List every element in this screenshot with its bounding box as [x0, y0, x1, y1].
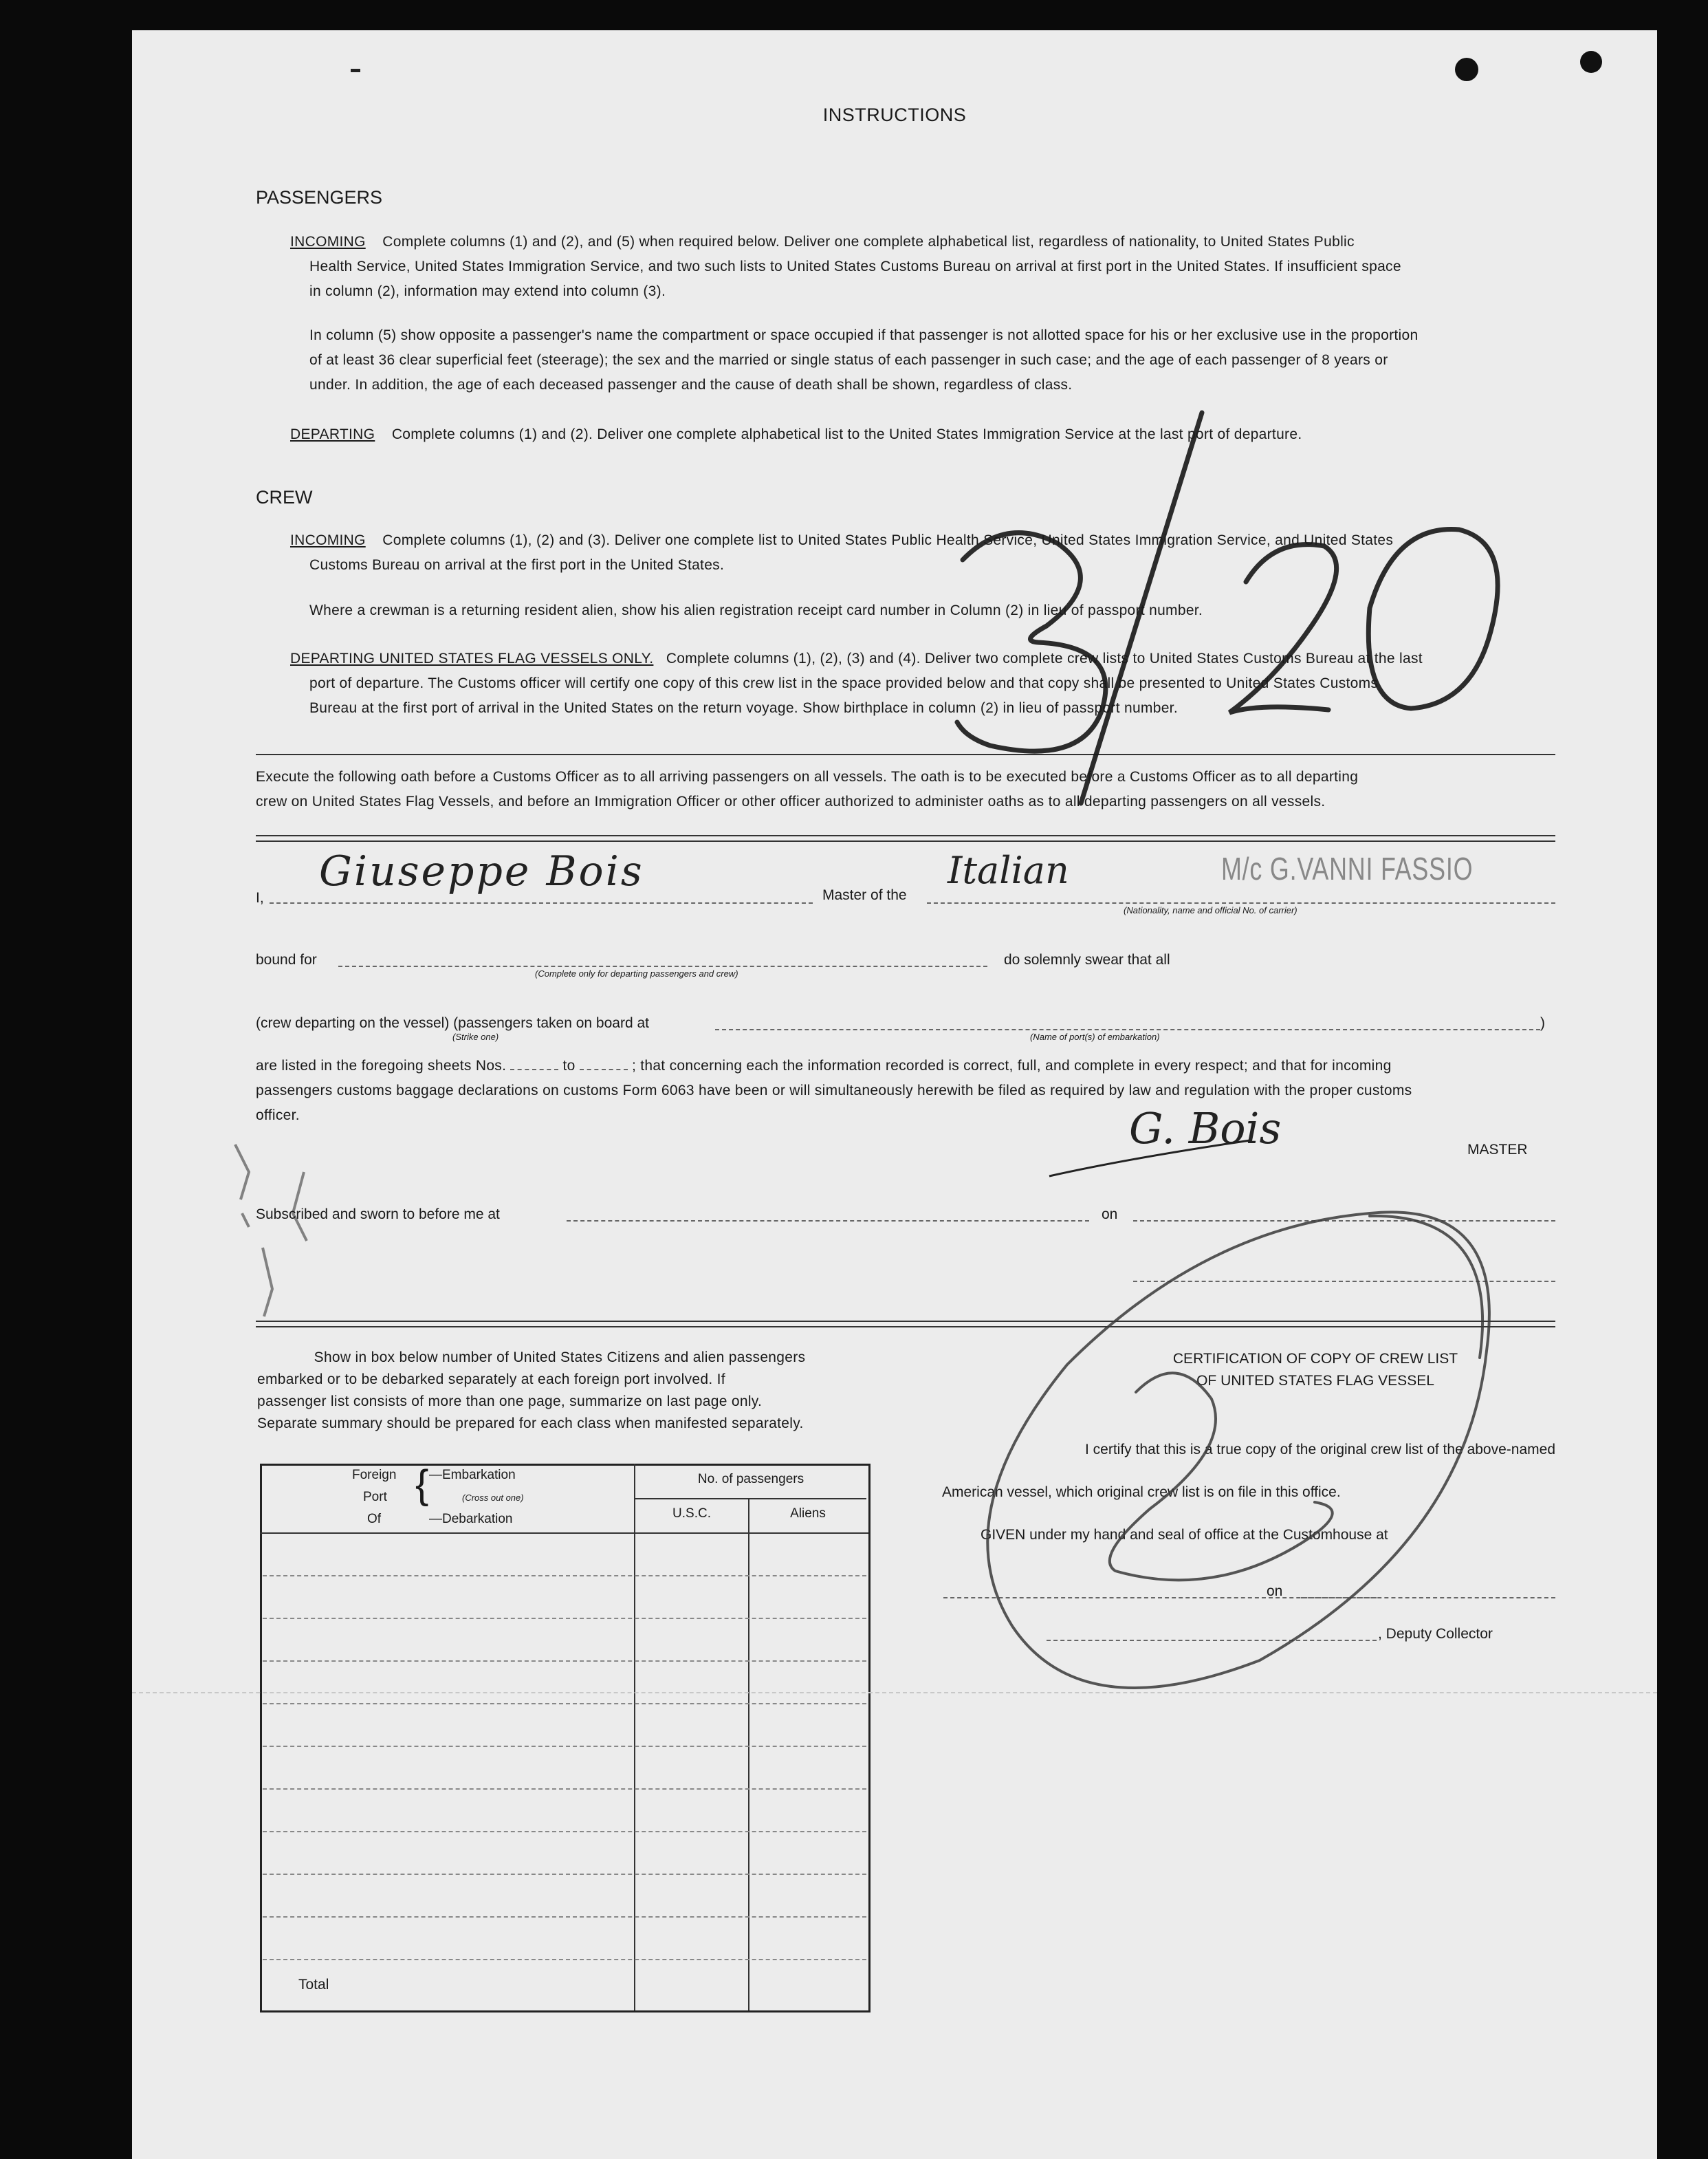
handwritten-circled-2-annotation — [888, 1186, 1576, 1708]
certification-on-label: on — [1267, 1583, 1283, 1599]
certification-heading-line-2: OF UNITED STATES FLAG VESSEL — [1196, 1373, 1434, 1389]
signature-underline — [1047, 1138, 1253, 1179]
listed-paragraph — [256, 1054, 1555, 1128]
deputy-collector-label: , Deputy Collector — [1378, 1626, 1493, 1642]
passenger-summary-table — [260, 1464, 871, 2012]
crew-incoming-line-1: Complete columns (1), (2) and (3). Deliver one complete list to United States Public Health Service, United States Immigration Service, and United States — [382, 532, 1394, 548]
strike-caption: (Strike one) — [452, 1032, 499, 1042]
incoming-label: INCOMING — [290, 234, 366, 250]
crew-resident-alien: Where a crewman is a returning resident alien, show his alien registration receipt card number in Column (2) in lieu of passport number. — [309, 603, 1203, 618]
summary-line-4: Separate summary should be prepared for each class when manifested separately. — [257, 1415, 804, 1431]
table-header-rule — [634, 1498, 866, 1499]
certification-line-3: GIVEN under my hand and seal of office at the Customhouse at — [981, 1527, 1388, 1543]
summary-line-2: embarked or to be debarked separately at each foreign port involved. If — [257, 1371, 725, 1387]
summary-instructions — [257, 1347, 862, 1435]
master-name-field[interactable] — [270, 902, 813, 904]
certification-line-2: American vessel, which original crew list is on file in this office. — [942, 1484, 1341, 1500]
master-of-label: Master of the — [822, 887, 907, 903]
bound-for-field[interactable] — [338, 966, 987, 967]
close-paren: ) — [1540, 1015, 1545, 1031]
dash-mark — [351, 69, 360, 72]
oath-line-2: crew on United States Flag Vessels, and before an Immigration Officer or other officer authorized to administer oaths as to all departing passengers on all vessels. — [256, 794, 1326, 810]
crew-departing-label: DEPARTING UNITED STATES FLAG VESSELS ONLY. — [290, 651, 654, 666]
listed-line-2: passengers customs baggage declarations on customs Form 6063 have been or will simultaneously herewith be filed as required by law and regulation with the proper customs — [256, 1083, 1412, 1098]
crew-departing-text: (crew departing on the vessel) (passengers taken on board at — [256, 1015, 649, 1031]
passengers-column5 — [309, 323, 1555, 398]
embarkation-ports-field[interactable] — [715, 1029, 1540, 1030]
carrier-field[interactable] — [927, 902, 1555, 904]
port-label: Port — [363, 1490, 387, 1504]
ports-caption: (Name of port(s) of embarkation) — [1030, 1032, 1160, 1042]
ink-smudge — [221, 1124, 331, 1330]
debarkation-label: —Debarkation — [429, 1512, 513, 1526]
table-row — [263, 1788, 866, 1790]
departing-text: Complete columns (1) and (2). Deliver one complete alphabetical list to the United States Immigration Service at the last port of departure. — [391, 426, 1302, 442]
summary-line-3: passenger list consists of more than one page, summarize on last page only. — [257, 1393, 763, 1409]
nationality-caption: (Nationality, name and official No. of carrier) — [1124, 905, 1298, 915]
page-title: INSTRUCTIONS — [822, 105, 967, 125]
bound-for-label: bound for — [256, 952, 317, 968]
departing-label: DEPARTING — [290, 426, 375, 442]
table-row — [263, 1959, 866, 1960]
swear-text: do solemnly swear that all — [1004, 952, 1170, 968]
subscribed-label: Subscribed and sworn to before me at — [256, 1206, 500, 1222]
listed-text-a: are listed in the foregoing sheets Nos. — [256, 1058, 507, 1074]
document-page — [132, 30, 1657, 2159]
to-text: to — [562, 1058, 576, 1074]
incoming-line-3: in column (2), information may extend into column (3). — [309, 283, 666, 299]
incoming-line-1: Complete columns (1) and (2), and (5) when required below. Deliver one complete alphabetical list, regardless of nationality, to United States Public — [382, 234, 1355, 250]
passengers-incoming — [290, 230, 1555, 304]
cross-out-caption: (Cross out one) — [462, 1493, 524, 1503]
foreign-label: Foreign — [352, 1468, 397, 1482]
master-name-handwritten: Giuseppe Bois — [319, 847, 644, 896]
table-row — [263, 1746, 866, 1747]
brace: { — [415, 1462, 429, 1507]
incoming-line-2: Health Service, United States Immigration Service, and two such lists to United States Customs Bureau on arrival at first port in the United States. If insufficient space — [309, 259, 1401, 274]
table-row — [263, 1874, 866, 1875]
table-row — [263, 1916, 866, 1918]
table-row — [263, 1660, 866, 1662]
crew-incoming-line-2: Customs Bureau on arrival at the first port in the United States. — [309, 557, 725, 573]
crew-departing-line-3: Bureau at the first port of arrival in the United States on the return voyage. Show birthplace in column (2) in lieu of passport number. — [309, 700, 1178, 716]
table-row — [263, 1575, 866, 1576]
embarkation-label: —Embarkation — [429, 1468, 516, 1482]
summary-line-1: Show in box below number of United States Citizens and alien passengers — [314, 1349, 806, 1365]
table-row — [263, 1618, 866, 1619]
certification-line-1: I certify that this is a true copy of the original crew list of the above-named — [1085, 1442, 1555, 1457]
master-signature: G. Bois — [1129, 1103, 1282, 1153]
crew-heading: CREW — [256, 487, 313, 508]
bound-for-caption: (Complete only for departing passengers and crew) — [535, 968, 738, 979]
sheet-to-field[interactable] — [580, 1069, 628, 1070]
no-passengers-label: No. of passengers — [697, 1472, 804, 1486]
aliens-label: Aliens — [790, 1506, 826, 1521]
vessel-stamp: M/c G.VANNI FASSIO — [1221, 851, 1474, 887]
of-label: Of — [367, 1512, 382, 1526]
faint-rule — [132, 1692, 1657, 1693]
punch-hole-mark — [1580, 51, 1602, 73]
master-label: MASTER — [1467, 1142, 1528, 1158]
sheet-from-field[interactable] — [510, 1069, 558, 1070]
listed-line-3: officer. — [256, 1107, 300, 1123]
oath-line-1: Execute the following oath before a Customs Officer as to all arriving passengers on all vessels. The oath is to be executed before a Customs Officer as to all departing — [256, 769, 1359, 785]
subscribed-on-label: on — [1102, 1206, 1118, 1222]
crew-incoming-label: INCOMING — [290, 532, 366, 548]
table-header-rule — [260, 1532, 868, 1534]
table-row — [263, 1831, 866, 1832]
passengers-heading: PASSENGERS — [256, 187, 383, 208]
usc-label: U.S.C. — [672, 1506, 711, 1521]
oath-i-label: I, — [256, 890, 264, 906]
col5-line-1: In column (5) show opposite a passenger's name the compartment or space occupied if that passenger is not allotted space for his or her exclusive use in the proportion — [309, 327, 1419, 343]
handwritten-3-20-annotation — [820, 402, 1657, 842]
punch-hole-mark — [1455, 58, 1478, 81]
listed-text-b: ; that concerning each the information recorded is correct, full, and complete in every respect; and that for incoming — [631, 1058, 1392, 1074]
col5-line-2: of at least 36 clear superficial feet (steerage); the sex and the married or single status of each passenger in such case; and the age of each passenger of 8 years or — [309, 352, 1388, 368]
col5-line-3: under. In addition, the age of each deceased passenger and the cause of death shall be shown, regardless of class. — [309, 377, 1073, 393]
total-label: Total — [298, 1977, 329, 1993]
crew-departing-line-2: port of departure. The Customs officer will certify one copy of this crew list in the space provided below and that copy shall be presented to United States Customs — [309, 675, 1379, 691]
nationality-handwritten: Italian — [948, 849, 1069, 892]
table-col-divider — [634, 1464, 635, 2010]
certification-heading-line-1: CERTIFICATION OF COPY OF CREW LIST — [1172, 1351, 1458, 1367]
table-row — [263, 1703, 866, 1704]
crew-departing-line-1: Complete columns (1), (2), (3) and (4). Deliver two complete crew lists to United States Customs Bureau at the last — [666, 651, 1423, 666]
